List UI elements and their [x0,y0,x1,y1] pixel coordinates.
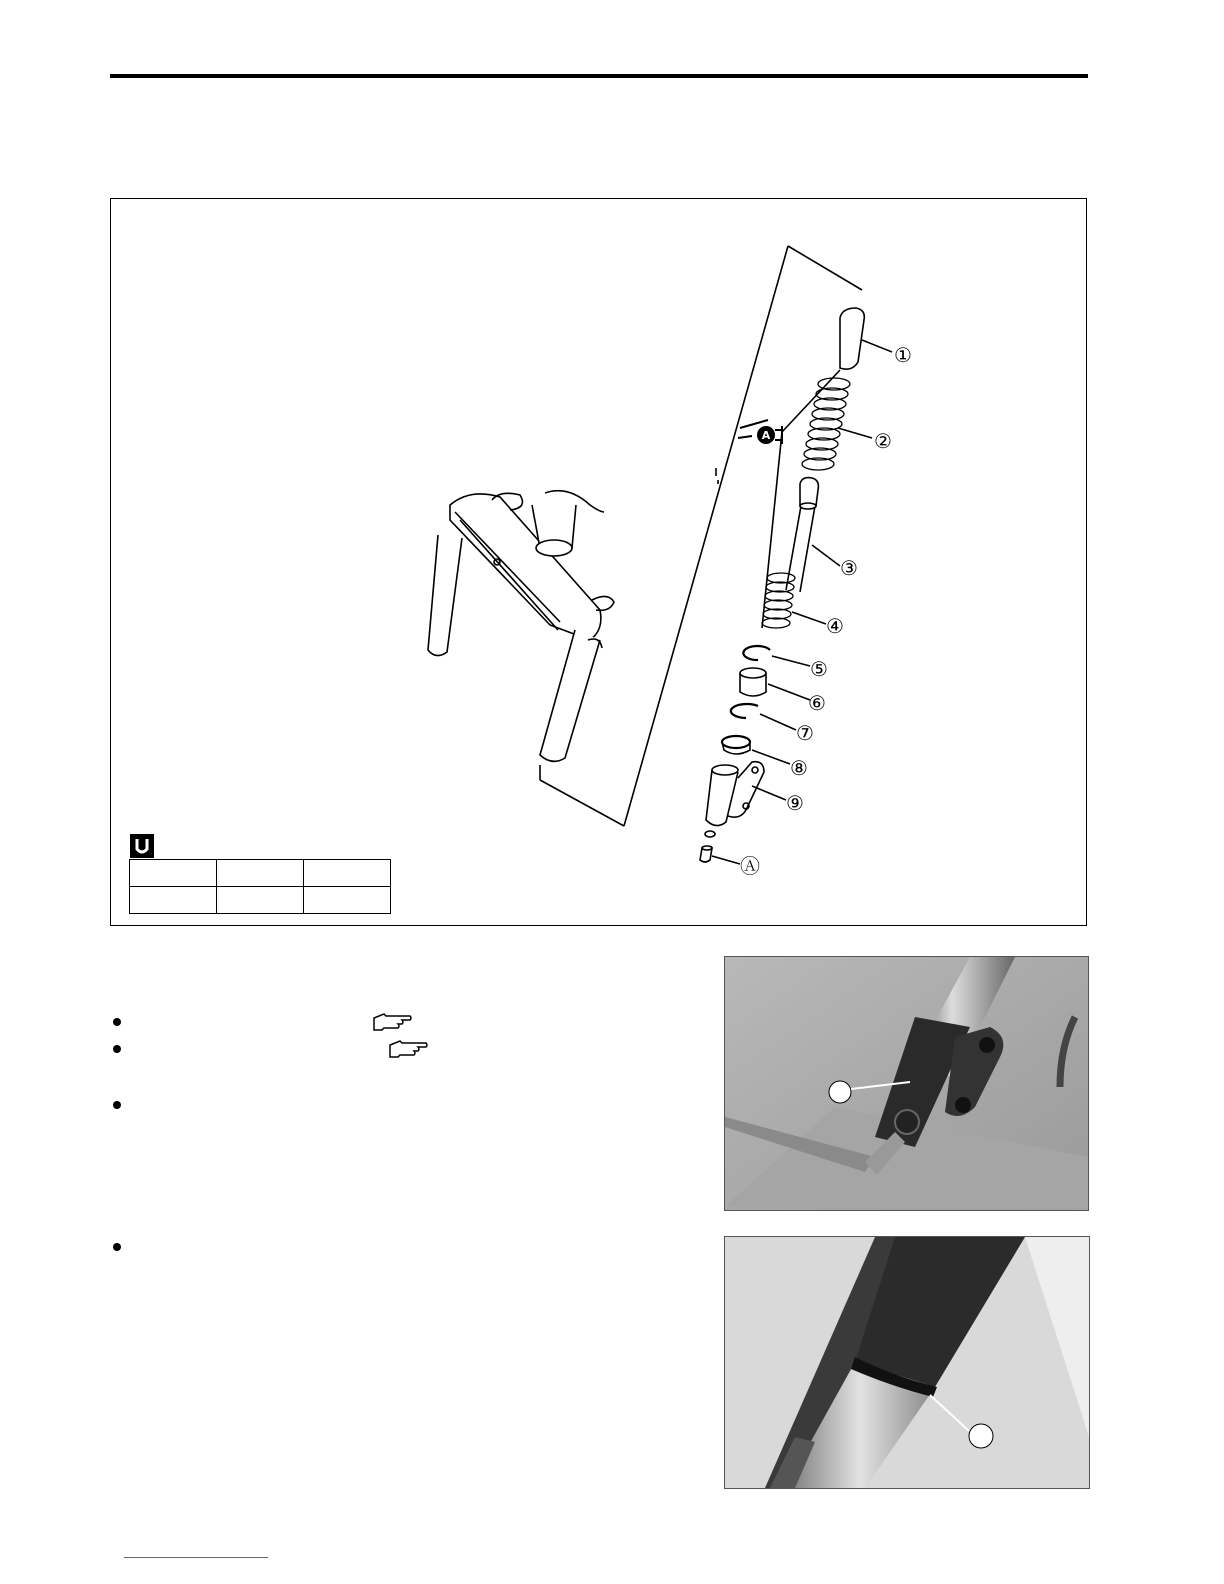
bullet-dot [113,1018,121,1026]
callout-8: ⑧ [790,756,808,780]
callout-2: ② [874,429,892,453]
callout-A: Ⓐ [740,854,760,878]
callout-9: ⑨ [786,791,804,815]
torque-table [129,859,391,914]
svg-text:A: A [761,429,771,442]
callout-3: ③ [840,556,858,580]
pointing-hand-icon[interactable] [372,1012,412,1032]
fork-bottom-bolt-photo [724,956,1089,1211]
callout-1: ① [894,343,912,367]
fork-bottom-bolt-image [725,957,1088,1210]
fork-dust-seal-photo [724,1236,1090,1489]
table-row [130,887,391,914]
callout-4: ④ [826,614,844,638]
bullet-dot [113,1101,121,1109]
bottom-link-underline[interactable] [124,1557,268,1558]
bullet-dot [113,1243,121,1251]
pointing-hand-icon[interactable] [388,1039,428,1059]
bullet-dot [113,1045,121,1053]
callout-7: ⑦ [796,721,814,745]
grease-symbol [738,420,782,444]
callout-6: ⑥ [808,691,826,715]
fork-dust-seal-image [725,1237,1089,1488]
callout-5: ⑤ [810,657,828,681]
table-row [130,860,391,887]
wrench-socket-icon [130,834,154,858]
